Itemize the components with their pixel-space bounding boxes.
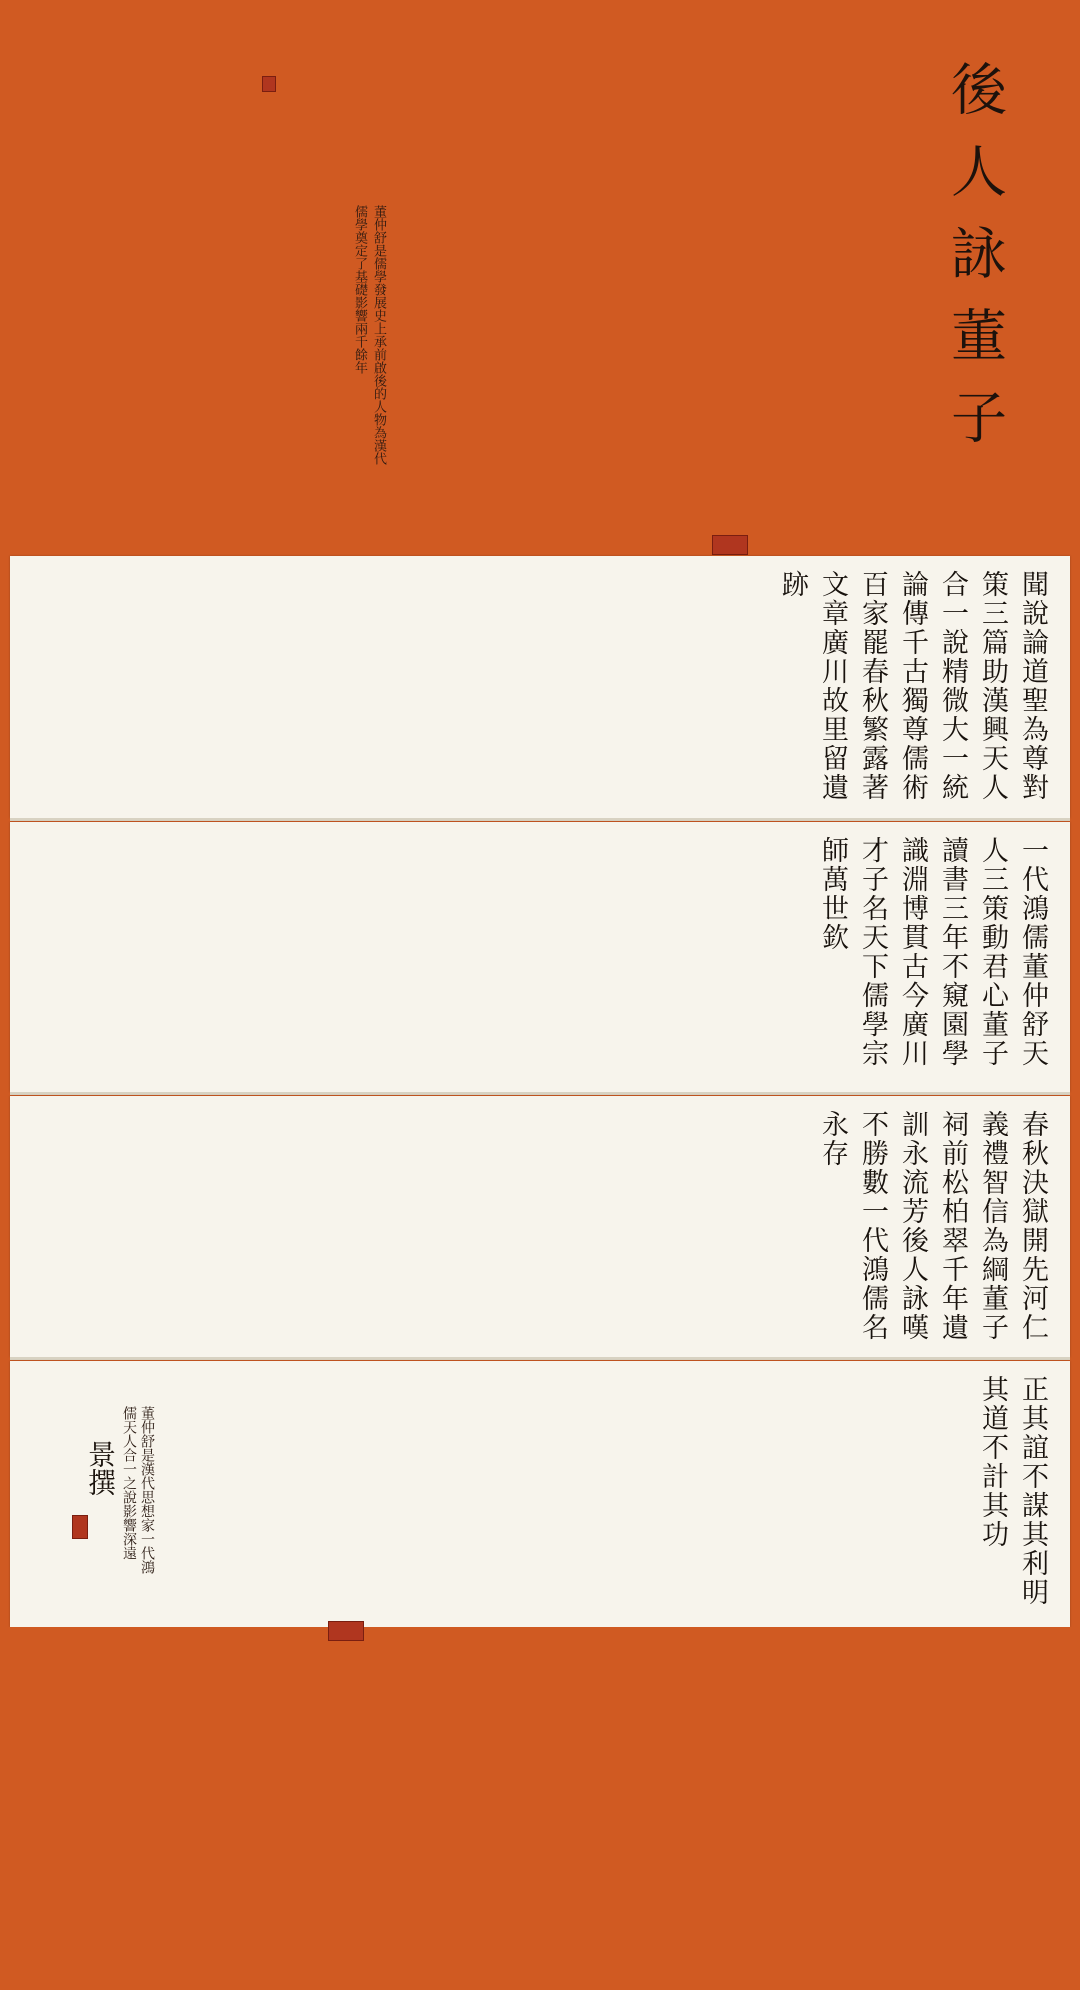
scroll-title: 後人詠董子	[942, 60, 1007, 470]
artist-signature: 景撰	[84, 1440, 117, 1496]
calligraphy-panel-1	[10, 556, 1070, 818]
panel-text: 聞說論道聖為尊對策三篇助漢興天人合一說精微大一統論傳千古獨尊儒術百家罷春秋繁露著文章廣川故里留遺跡	[777, 570, 1048, 802]
colophon-text: 董仲舒是漢代思想家一代鴻儒天人合一之說影響深遠	[121, 1406, 155, 1574]
panel-divider	[10, 1357, 1070, 1360]
calligraphy-panel-4	[10, 1361, 1070, 1627]
panel-text: 一代鴻儒董仲舒天人三策動君心董子讀書三年不窺園學識淵博貫古今廣川才子名天下儒學宗師萬世欽	[817, 836, 1048, 1068]
panel-text: 正其誼不謀其利明其道不計其功	[977, 1375, 1048, 1607]
panel-divider	[10, 1092, 1070, 1095]
panel-divider	[10, 818, 1070, 821]
mount-top-border	[0, 0, 1080, 556]
seal-stamp	[72, 1515, 88, 1539]
calligraphy-panel-2	[10, 822, 1070, 1092]
calligraphy-panel-3	[10, 1096, 1070, 1357]
panel-text: 春秋決獄開先河仁義禮智信為綱董子祠前松柏翠千年遺訓永流芳後人詠嘆不勝數一代鴻儒名永存	[817, 1110, 1048, 1342]
mount-bottom-border	[0, 1627, 1080, 1990]
seal-stamp	[328, 1621, 364, 1641]
preface-text: 董仲舒是儒學發展史上承前啟後的人物為漢代儒學奠定了基礎影響兩千餘年	[352, 205, 386, 465]
seal-stamp	[712, 535, 748, 555]
seal-stamp	[262, 76, 276, 92]
